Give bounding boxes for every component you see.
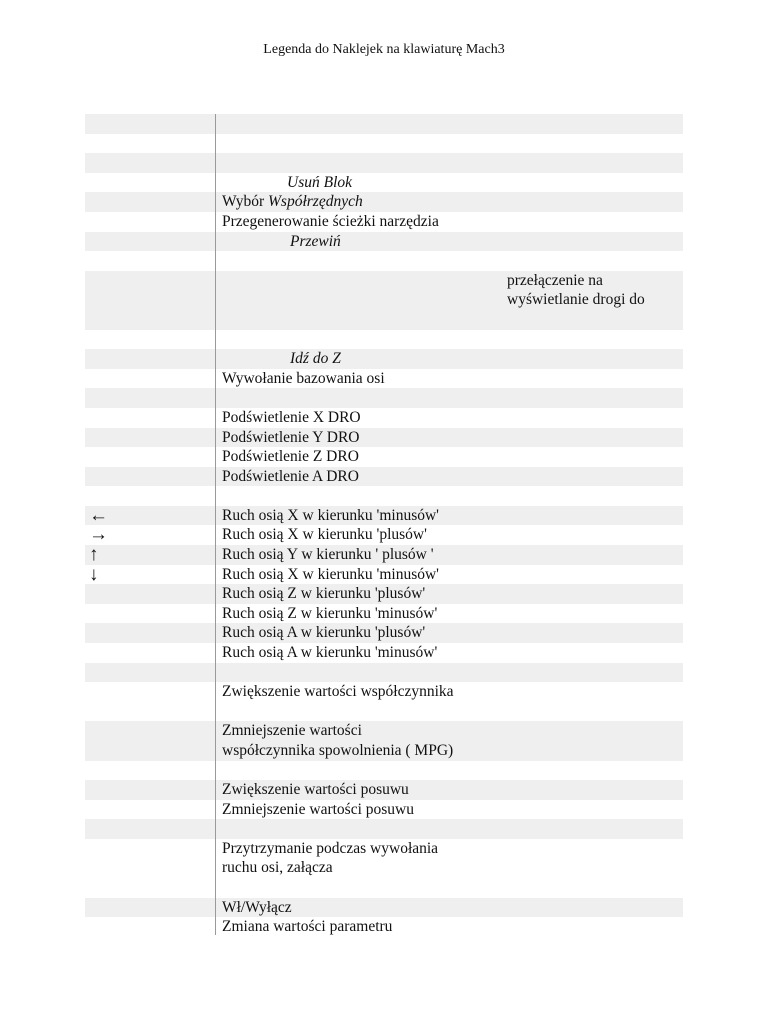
key-description: Podświetlenie Z DRO xyxy=(222,448,359,466)
key-description: Wł/Wyłącz xyxy=(222,898,292,916)
legend-row xyxy=(85,623,683,643)
legend-row xyxy=(85,780,683,800)
legend-row xyxy=(85,506,683,526)
legend-row xyxy=(85,232,683,252)
legend-row xyxy=(85,800,683,820)
legend-row xyxy=(85,839,683,878)
legend-row xyxy=(85,428,683,448)
legend-row xyxy=(85,251,683,271)
document-title: Legenda do Naklejek na klawiaturę Mach3 xyxy=(263,42,505,57)
legend-row xyxy=(85,663,683,683)
legend-row xyxy=(85,486,683,506)
key-description: Ruch osią X w kierunku 'minusów' xyxy=(222,565,439,583)
key-description: Ruch osią X w kierunku 'minusów' xyxy=(222,506,439,524)
legend-row xyxy=(85,643,683,663)
legend-row xyxy=(85,467,683,487)
key-description: Ruch osią Z w kierunku 'plusów' xyxy=(222,585,426,603)
key-description: Ruch osią A w kierunku 'plusów' xyxy=(222,624,426,642)
key-symbol: ↑ xyxy=(89,544,99,566)
key-description: Przytrzymanie podczas wywołania ruchu osi, załącza xyxy=(222,839,439,877)
key-description: Usuń Blok xyxy=(287,173,353,191)
legend-row xyxy=(85,134,683,154)
legend-row xyxy=(85,604,683,624)
key-symbol: ← xyxy=(89,504,108,526)
legend-row xyxy=(85,388,683,408)
key-description: Ruch osią Y w kierunku ' plusów ' xyxy=(222,546,434,564)
key-description: Zwiększenie wartości posuwu xyxy=(222,781,409,799)
key-symbol: → xyxy=(89,524,108,546)
key-description: Ruch osią X w kierunku 'plusów' xyxy=(222,526,427,544)
key-description xyxy=(222,192,363,212)
legend-row xyxy=(85,761,683,781)
legend-row xyxy=(85,525,683,545)
key-description: Idź do Z xyxy=(290,350,341,368)
legend-row xyxy=(85,153,683,173)
legend-row xyxy=(85,565,683,585)
key-description: Ruch osią Z w kierunku 'minusów' xyxy=(222,604,438,622)
key-description-italic: Współrzędnych xyxy=(268,193,363,211)
legend-row xyxy=(85,408,683,428)
legend-row xyxy=(85,819,683,839)
key-description: Zwiększenie wartości współczynnika xyxy=(222,683,454,701)
key-description: Zmniejszenie wartości współczynnika spowolnienia ( MPG) xyxy=(222,722,454,759)
legend-row xyxy=(85,917,683,937)
legend-row xyxy=(85,878,683,898)
key-description: Ruch osią A w kierunku 'minusów' xyxy=(222,644,438,662)
legend-row xyxy=(85,898,683,918)
key-description: Przewiń xyxy=(290,232,341,250)
column-divider xyxy=(215,114,216,935)
legend-row xyxy=(85,114,683,134)
legend-row xyxy=(85,447,683,467)
legend-row xyxy=(85,173,683,193)
key-description-text: Wybór xyxy=(222,193,268,211)
legend-table xyxy=(85,114,683,937)
key-description: Wywołanie bazowania osi xyxy=(222,369,385,387)
key-description: Podświetlenie Y DRO xyxy=(222,428,360,446)
key-description: Zmiana wartości parametru xyxy=(222,918,393,936)
legend-row xyxy=(85,702,683,722)
key-description: Przegenerowanie ścieżki narzędzia xyxy=(222,212,439,230)
legend-row xyxy=(85,721,683,760)
key-description: Podświetlenie X DRO xyxy=(222,408,361,426)
key-symbol: ↓ xyxy=(89,563,99,585)
legend-row xyxy=(85,192,683,212)
legend-row xyxy=(85,682,683,702)
legend-row xyxy=(85,545,683,565)
legend-rows xyxy=(85,114,683,937)
legend-row xyxy=(85,584,683,604)
key-description: przełączenie na wyświetlanie drogi do xyxy=(507,271,645,309)
legend-row xyxy=(85,271,683,330)
legend-row xyxy=(85,212,683,232)
key-description: Podświetlenie A DRO xyxy=(222,467,359,485)
legend-row xyxy=(85,369,683,389)
legend-row xyxy=(85,349,683,369)
key-description: Zmniejszenie wartości posuwu xyxy=(222,800,414,818)
legend-row xyxy=(85,330,683,350)
